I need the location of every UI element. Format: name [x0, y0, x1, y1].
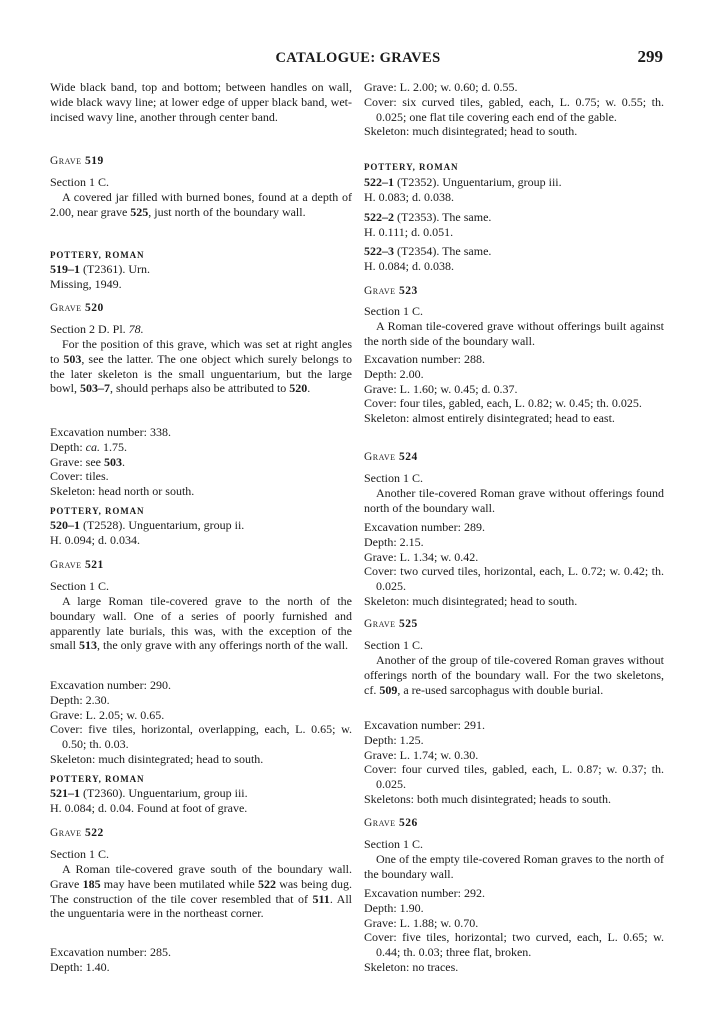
grave-525-heading — [364, 617, 664, 632]
item-dims: H. 0.083; d. 0.038. — [364, 189, 454, 204]
desc-text: was being dug. The construction of the tile cover resembled that of — [50, 876, 352, 906]
grave-524-section — [364, 471, 664, 486]
section-line: Section 1 C. — [364, 304, 423, 318]
skeleton-line: Skeleton: almost entirely disintegrated; head to east. — [364, 411, 615, 426]
item-dims: H. 0.094; d. 0.034. — [50, 532, 140, 547]
desc-text: , see the latter. The one object which surely belongs to the later skeleton is the small unguentarium, but the large bowl, — [50, 351, 353, 396]
grave-520-pottery-heading — [50, 504, 352, 519]
circa: ca. — [85, 439, 100, 454]
item-dims: H. 0.084; d. 0.04. Found at foot of grave. — [50, 800, 248, 815]
desc-text: A covered jar filled with burned bones, found at a depth of 2.00, near grave — [50, 190, 352, 219]
grave-522-section — [50, 847, 352, 862]
grave-520-details — [50, 425, 352, 499]
desc-text: A Roman tile-covered grave south of the boundary wall. Grave — [50, 862, 352, 891]
grave-label: Grave — [50, 559, 82, 571]
desc-text: , a re-used sarcophagus with double burial. — [397, 682, 604, 697]
depth-line: Depth: 1.90. — [364, 900, 424, 915]
grave-number: 523 — [398, 285, 418, 297]
item-dims: H. 0.111; d. 0.051. — [364, 224, 454, 239]
desc-text: , just north of the boundary wall. — [148, 204, 306, 219]
desc-text: may have been mutilated while — [100, 876, 258, 891]
plate-ref: 78. — [128, 322, 144, 336]
grave-dimensions: Grave: L. 1.34; w. 0.42. — [364, 549, 479, 564]
depth-label: Depth: — [50, 439, 86, 454]
grave-519-section — [50, 175, 352, 190]
grave-520-heading — [50, 301, 352, 316]
grave-524-details — [364, 520, 664, 609]
item-text: (T2361). Urn. — [80, 262, 150, 276]
grave-label: Grave — [364, 285, 396, 297]
grave-ref: 511 — [312, 891, 330, 906]
section-line: Section 1 C. — [50, 847, 109, 861]
grave-number: 526 — [398, 817, 418, 829]
grave-ref: 522 — [257, 876, 276, 891]
desc-text: , the only grave with any offerings north of the wall. — [97, 638, 349, 653]
item-text: (T2360). Unguentarium, group iii. — [80, 786, 248, 800]
depth-value: 1.75. — [100, 439, 127, 454]
cover-line: Cover: four tiles, gabled, each, L. 0.82; w. 0.45; th. 0.025. — [364, 396, 642, 411]
grave-number: 522 — [84, 827, 104, 839]
pottery-subheading: POTTERY, ROMAN — [50, 250, 145, 260]
grave-ref: 185 — [82, 876, 101, 891]
item-id: 522–3 — [364, 244, 394, 258]
skeleton-line: Skeleton: no traces. — [364, 959, 459, 974]
desc-text: . All the unguentaria were in the northeast corner. — [50, 891, 352, 921]
grave-522-item-2 — [364, 210, 664, 240]
grave-522-heading — [50, 826, 352, 841]
grave-519-heading — [50, 154, 352, 169]
grave-ref: 520 — [289, 381, 308, 396]
skeleton-line: Skeleton: much disintegrated; head to south. — [364, 593, 578, 608]
cover-line: Cover: five tiles, horizontal; two curved, each, L. 0.65; w. 0.44; th. 0.03; three flat, broken. — [364, 930, 664, 960]
pottery-subheading: POTTERY, ROMAN — [50, 774, 145, 784]
grave-523-heading — [364, 284, 664, 299]
grave-ref: 503 — [63, 351, 82, 366]
item-text: (T2352). Unguentarium, group iii. — [394, 175, 562, 189]
grave-ref: 509 — [379, 682, 398, 697]
grave-526-description — [364, 852, 664, 882]
section-line: Section 2 D. Pl. — [50, 322, 129, 336]
depth-line: Depth: 2.30. — [50, 692, 110, 707]
punct: . — [121, 454, 125, 469]
skeleton-line: Skeletons: both much disintegrated; heads to south. — [364, 791, 611, 806]
desc-text: A Roman tile-covered grave without offerings built against the north side of the boundary wall. — [364, 319, 664, 348]
grave-522-description — [50, 862, 352, 921]
depth-line — [50, 440, 352, 455]
grave-526-heading — [364, 816, 664, 831]
grave-525-section — [364, 638, 664, 653]
grave-520-item — [50, 518, 352, 548]
desc-text: One of the empty tile-covered Roman graves to the north of the boundary wall. — [364, 852, 664, 881]
grave-dimensions: Grave: L. 1.74; w. 0.30. — [364, 747, 479, 762]
grave-dimensions: Grave: L. 2.05; w. 0.65. — [50, 707, 165, 722]
grave-number: 521 — [84, 559, 104, 571]
excavation-number: Excavation number: 289. — [364, 520, 485, 534]
grave-label: Grave — [364, 618, 396, 630]
grave-518-continuation — [50, 80, 352, 124]
section-line: Section 1 C. — [364, 638, 423, 652]
desc-text: A large Roman tile-covered grave to the north of the boundary wall. One of a series of poorly furnished and apparently late burials, this was, with the exception of the small — [50, 594, 352, 653]
grave-520-description — [50, 337, 352, 396]
grave-522-item-1 — [364, 175, 664, 205]
page-number: 299 — [637, 47, 663, 66]
running-header: CATALOGUE: GRAVES — [275, 50, 441, 66]
grave-number: 520 — [84, 302, 104, 314]
item-ref: 503–7 — [80, 381, 110, 396]
excavation-number: Excavation number: 285. — [50, 945, 171, 959]
grave-label: Grave — [50, 827, 82, 839]
section-line: Section 1 C. — [50, 175, 109, 189]
pottery-subheading: POTTERY, ROMAN — [364, 162, 459, 172]
desc-text: Another tile-covered Roman grave without offerings found north of the boundary wall. — [364, 486, 664, 515]
grave-dimensions — [50, 455, 352, 470]
grave-522-continued — [364, 80, 664, 139]
excavation-number: Excavation number: 288. — [364, 352, 485, 366]
item-id: 519–1 — [50, 262, 80, 276]
item-note: Missing, 1949. — [50, 276, 122, 291]
grave-ref: 513 — [79, 638, 97, 653]
excavation-number: Excavation number: 290. — [50, 678, 171, 692]
cover-line: Cover: two curved tiles, horizontal, each, L. 0.72; w. 0.42; th. 0.025. — [364, 564, 664, 594]
section-line: Section 1 C. — [364, 837, 423, 851]
grave-523-details — [364, 352, 664, 426]
item-id: 522–2 — [364, 210, 394, 224]
grave-520-section — [50, 322, 352, 337]
grave-521-details — [50, 678, 352, 767]
depth-line: Depth: 2.00. — [364, 366, 424, 381]
cover-line: Cover: tiles. — [50, 469, 109, 484]
grave-label: Grave — [364, 817, 396, 829]
grave-number: 525 — [398, 618, 418, 630]
item-text: (T2528). Unguentarium, group ii. — [80, 518, 245, 532]
grave-526-section — [364, 837, 664, 852]
pottery-subheading: POTTERY, ROMAN — [50, 506, 145, 516]
grave-522-item-3 — [364, 244, 664, 274]
desc-text: For the position of this grave, which was set at right angles to — [50, 337, 352, 366]
grave-521-heading — [50, 558, 352, 573]
depth-line: Depth: 1.40. — [50, 959, 110, 974]
skeleton-line: Skeleton: much disintegrated; head to south. — [364, 124, 578, 139]
grave-521-description — [50, 594, 352, 653]
grave-label-text: Grave: see — [50, 454, 104, 469]
skeleton-line: Skeleton: head north or south. — [50, 484, 195, 499]
grave-524-heading — [364, 450, 664, 465]
item-id: 521–1 — [50, 786, 80, 800]
excavation-number: Excavation number: 338. — [50, 425, 171, 439]
grave-521-section — [50, 579, 352, 594]
grave-519-item — [50, 262, 352, 292]
grave-525-details — [364, 718, 664, 807]
cover-line: Cover: five tiles, horizontal, overlapping, each, L. 0.65; w. 0.50; th. 0.03. — [50, 722, 352, 752]
grave-ref: 503 — [103, 454, 122, 469]
grave-ref: 525 — [130, 204, 149, 219]
grave-label: Grave — [50, 155, 82, 167]
grave-dimensions: Grave: L. 1.60; w. 0.45; d. 0.37. — [364, 381, 518, 396]
excavation-number: Excavation number: 291. — [364, 718, 485, 732]
section-line: Section 1 C. — [364, 471, 423, 485]
grave-526-details — [364, 886, 664, 975]
item-text: (T2353). The same. — [394, 210, 492, 224]
grave-523-section — [364, 304, 664, 319]
grave-523-description — [364, 319, 664, 349]
section-line: Section 1 C. — [50, 579, 109, 593]
skeleton-line: Skeleton: much disintegrated; head to south. — [50, 751, 264, 766]
grave-525-description — [364, 653, 664, 697]
decoration-description: Wide black band, top and bottom; between handles on wall, wide black wavy line; at lower edge of upper black band, wet-incised wavy line, another through center band. — [50, 80, 352, 124]
grave-number: 519 — [84, 155, 104, 167]
grave-521-item — [50, 786, 352, 816]
grave-521-pottery-heading — [50, 772, 352, 787]
cover-line: Cover: four curved tiles, gabled, each, L. 0.87; w. 0.37; th. 0.025. — [364, 762, 664, 792]
grave-label: Grave — [50, 302, 82, 314]
item-id: 522–1 — [364, 175, 394, 189]
grave-label: Grave — [364, 451, 396, 463]
item-id: 520–1 — [50, 518, 80, 532]
grave-number: 524 — [398, 451, 418, 463]
grave-dimensions: Grave: L. 2.00; w. 0.60; d. 0.55. — [364, 80, 518, 94]
grave-519-description — [50, 190, 352, 220]
depth-line: Depth: 2.15. — [364, 534, 424, 549]
item-text: (T2354). The same. — [394, 244, 492, 258]
depth-line: Depth: 1.25. — [364, 732, 424, 747]
excavation-number: Excavation number: 292. — [364, 886, 485, 900]
item-dims: H. 0.084; d. 0.038. — [364, 258, 454, 273]
cover-line: Cover: six curved tiles, gabled, each, L. 0.75; w. 0.55; th. 0.025; one flat tile covering each end of the gable. — [364, 94, 664, 124]
grave-519-pottery-heading — [50, 248, 352, 263]
grave-524-description — [364, 486, 664, 516]
desc-text: , should perhaps also be attributed to — [110, 381, 290, 396]
desc-text: Another of the group of tile-covered Roman graves without offerings north of the boundary wall. For the two skeletons, cf. — [364, 653, 664, 697]
grave-522-details — [50, 945, 352, 975]
grave-dimensions: Grave: L. 1.88; w. 0.70. — [364, 915, 479, 930]
desc-text: . — [307, 381, 311, 396]
grave-522-pottery-heading — [364, 160, 664, 175]
